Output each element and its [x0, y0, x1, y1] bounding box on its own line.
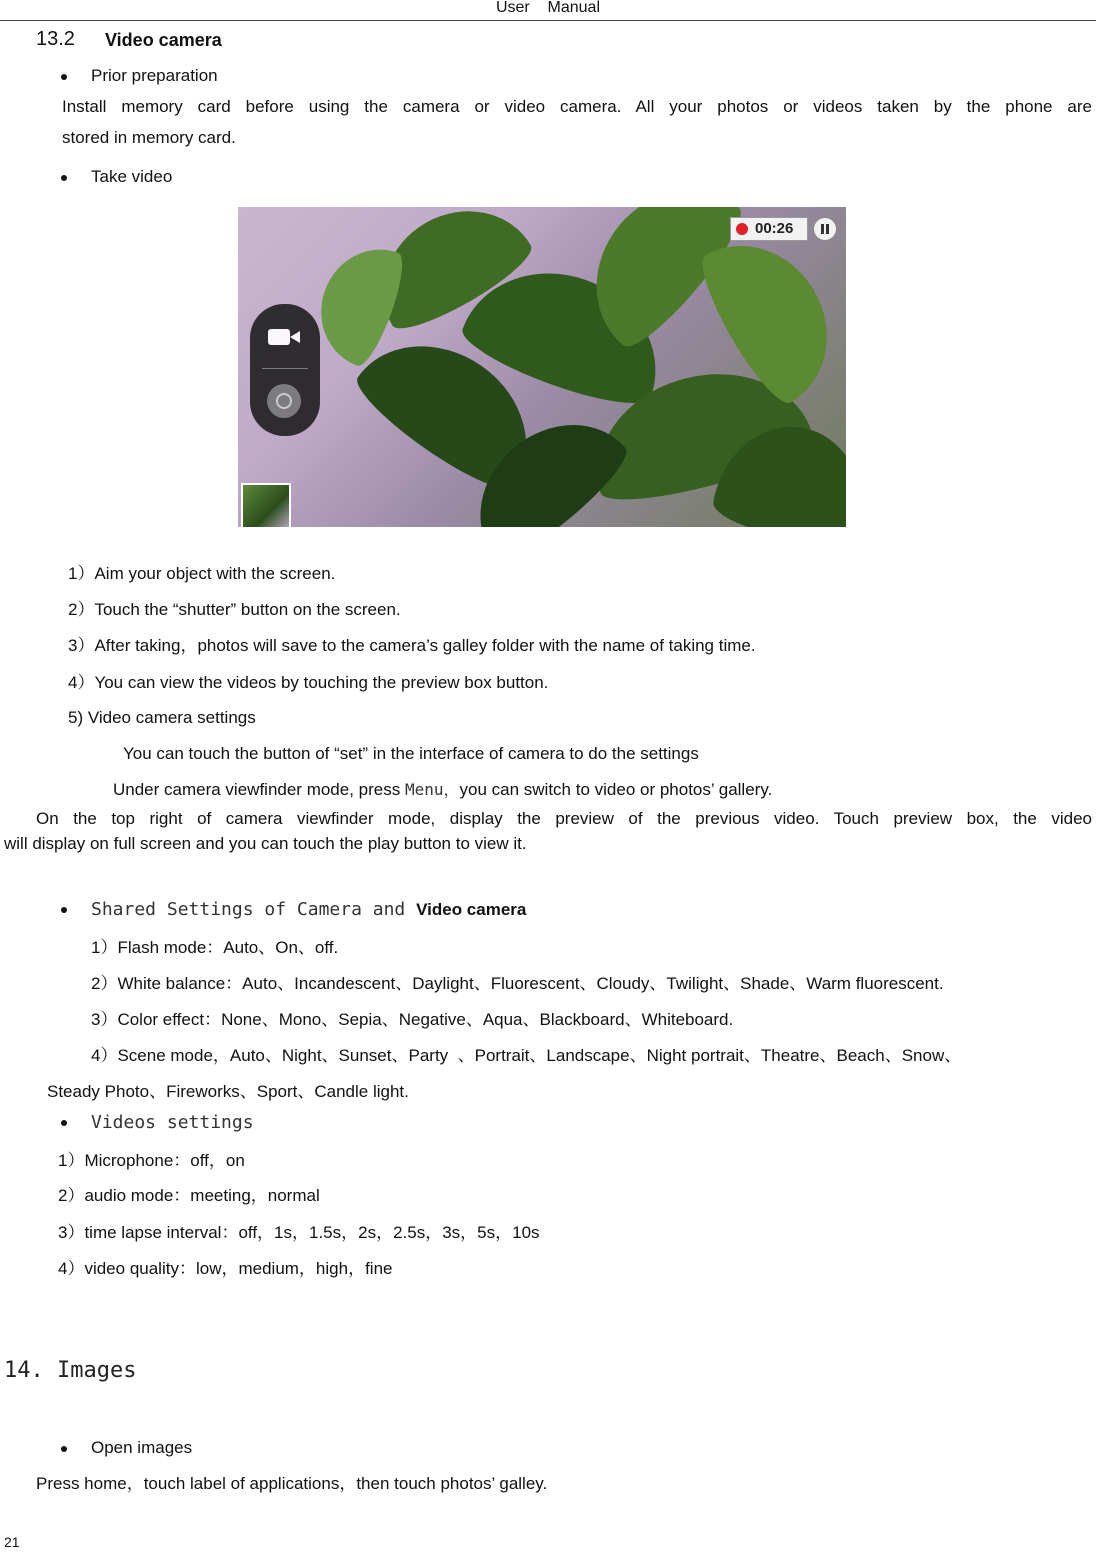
section-14-heading: 14. Images	[4, 1358, 137, 1383]
timer-text: 00:26	[755, 220, 794, 237]
preview-text-line-1: On the top right of camera viewfinder mode, display the preview of the previous video. Touch preview box, the video	[36, 809, 1092, 828]
preview-text-line-2: will display on full screen and you can touch the play button to view it.	[4, 834, 527, 853]
section-title: Video camera	[105, 30, 222, 50]
menu-line-prefix: Under camera viewfinder mode, press	[113, 780, 405, 799]
camera-screenshot	[238, 207, 846, 527]
prior-text-line-1: Install memory card before using the camera or video camera. All your photos or videos taken by the phone are	[62, 97, 1092, 116]
step-3: 3）After taking，photos will save to the camera’s galley folder with the name of taking time.	[68, 636, 756, 655]
video-setting-4: 4）video quality：low，medium，high，fine	[58, 1259, 393, 1278]
bullet-take-video: Take video	[91, 167, 173, 186]
bullet-open-images: Open images	[91, 1438, 193, 1457]
open-images-text: Press home，touch label of applications，then touch photos’ galley.	[36, 1474, 548, 1493]
shared-setting-1: 1）Flash mode：Auto、On、off.	[91, 938, 339, 957]
shared-heading-bold: Video camera	[416, 900, 527, 919]
shared-heading-mono: Shared Settings of Camera and	[91, 899, 417, 920]
step-5: 5) Video camera settings	[68, 708, 256, 727]
header-divider	[0, 20, 1096, 21]
video-mode-button[interactable]	[268, 326, 302, 348]
shared-setting-3: 3）Color effect：None、Mono、Sepia、Negative、Aqua、Blackboard、Whiteboard.	[91, 1010, 734, 1029]
video-settings-heading: Videos settings	[91, 1112, 254, 1133]
section-number: 13.2	[36, 28, 75, 50]
settings-instruction: You can touch the button of “set” in the interface of camera to do the settings	[123, 744, 699, 763]
page-number: 21	[4, 1534, 20, 1550]
bullet-prior-preparation: Prior preparation	[91, 66, 218, 85]
shared-settings-heading	[91, 899, 526, 920]
menu-word: Menu，	[404, 780, 460, 799]
page-header: User Manual	[495, 0, 601, 16]
mode-switcher	[250, 304, 320, 436]
pause-button[interactable]	[813, 217, 837, 241]
video-setting-1: 1）Microphone：off，on	[58, 1151, 245, 1170]
record-dot-icon	[736, 223, 748, 235]
video-camera-icon	[268, 329, 290, 345]
step-4: 4）You can view the videos by touching the preview box button.	[68, 673, 549, 692]
video-camera-lens	[290, 331, 300, 343]
prior-text-line-2: stored in memory card.	[62, 128, 236, 147]
shutter-button[interactable]	[267, 384, 301, 418]
step-1: 1）Aim your object with the screen.	[68, 564, 336, 583]
shared-setting-4-cont: Steady Photo、Fireworks、Sport、Candle light.	[47, 1082, 409, 1101]
preview-thumbnail[interactable]	[241, 483, 291, 527]
aperture-icon	[276, 393, 292, 409]
video-setting-3: 3）time lapse interval：off，1s，1.5s，2s，2.5s，3s，5s，10s	[58, 1223, 540, 1242]
pause-icon	[821, 224, 824, 234]
menu-line-suffix: you can switch to video or photos’ gallery.	[459, 780, 773, 799]
step-2: 2）Touch the “shutter” button on the screen.	[68, 600, 401, 619]
shared-setting-4: 4）Scene mode，Auto、Night、Sunset、Party 、Portrait、Landscape、Night portrait、Theatre、Beach、Snow、	[91, 1046, 962, 1065]
video-setting-2: 2）audio mode：meeting，normal	[58, 1186, 320, 1205]
recording-timer	[730, 217, 808, 241]
switcher-divider	[262, 368, 308, 369]
menu-instruction	[113, 780, 772, 800]
shared-setting-2: 2）White balance：Auto、Incandescent、Daylight、Fluorescent、Cloudy、Twilight、Shade、Warm fluorescent.	[91, 974, 944, 993]
